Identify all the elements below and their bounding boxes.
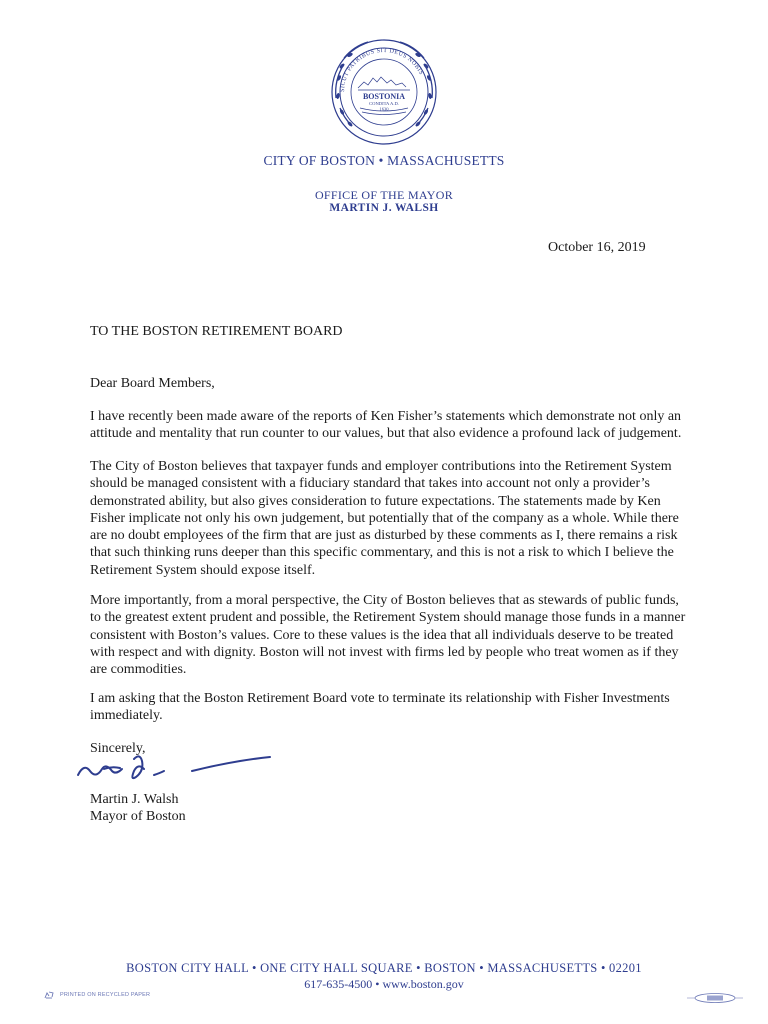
signature-icon: [74, 745, 274, 793]
footer-contact: 617-635-4500 • www.boston.gov: [304, 977, 464, 991]
city-line: CITY OF BOSTON • MASSACHUSETTS: [263, 153, 505, 168]
seal-year: 1630: [379, 106, 389, 112]
union-label-icon: [685, 992, 745, 1004]
mayor-name: MARTIN J. WALSH: [329, 202, 439, 214]
letter-date: October 16, 2019: [548, 240, 646, 255]
addressee: TO THE BOSTON RETIREMENT BOARD: [90, 324, 343, 339]
seal-bostonia: BOSTONIA: [362, 92, 406, 101]
office-title: OFFICE OF THE MAYOR: [314, 188, 454, 202]
city-seal-icon: [330, 38, 438, 146]
seal-motto: SICUT PATRIBUS SIT DEUS NOBIS: [339, 47, 424, 93]
recycled-label: PRINTED ON RECYCLED PAPER: [60, 992, 151, 998]
recycled-notice: [42, 990, 150, 1000]
paragraph-3: More importantly, from a moral perspective, the City of Boston believes that as stewards of public funds, to the greatest extent prudent and possible, the Retirement System should manage those funds in a manner consistent with Boston’s values. Core to these values is the idea that all individuals deserve to be treated with respect and with dignity. Boston will not invest with firms led by people who treat women as if they are commodities.: [90, 593, 686, 678]
paragraph-2: The City of Boston believes that taxpayer funds and employer contributions into the Retirement System should be managed consistent with a fiduciary standard that takes into account not only a provider’s demonstrated ability, but also gives consideration to future expectations. The statements made by Ken Fisher implicate not only his own judgement, but potentially that of the company as a whole. While there are no doubt employees of the firm that are just as disturbed by these comments as I, there remains a risk that such thinking runs deeper than this specific commentary, and this is not a risk to which I believe the Retirement System should expose itself.: [90, 459, 679, 578]
signer-title: Mayor of Boston: [90, 809, 186, 824]
salutation: Dear Board Members,: [90, 376, 215, 391]
paragraph-4: I am asking that the Boston Retirement Board vote to terminate its relationship with Fisher Investments immediately.: [90, 691, 670, 724]
signer-name: Martin J. Walsh: [90, 792, 179, 807]
paragraph-1: I have recently been made aware of the reports of Ken Fisher’s statements which demonstrate not only an attitude and mentality that run counter to our values, but that also evidence a profound lack of judgement.: [90, 409, 682, 442]
footer-address: BOSTON CITY HALL • ONE CITY HALL SQUARE • BOSTON • MASSACHUSETTS • 02201: [126, 961, 642, 975]
closing: Sincerely,: [90, 741, 146, 756]
seal-condita: CONDITA A.D.: [369, 101, 399, 106]
recycle-icon: [42, 990, 56, 1000]
